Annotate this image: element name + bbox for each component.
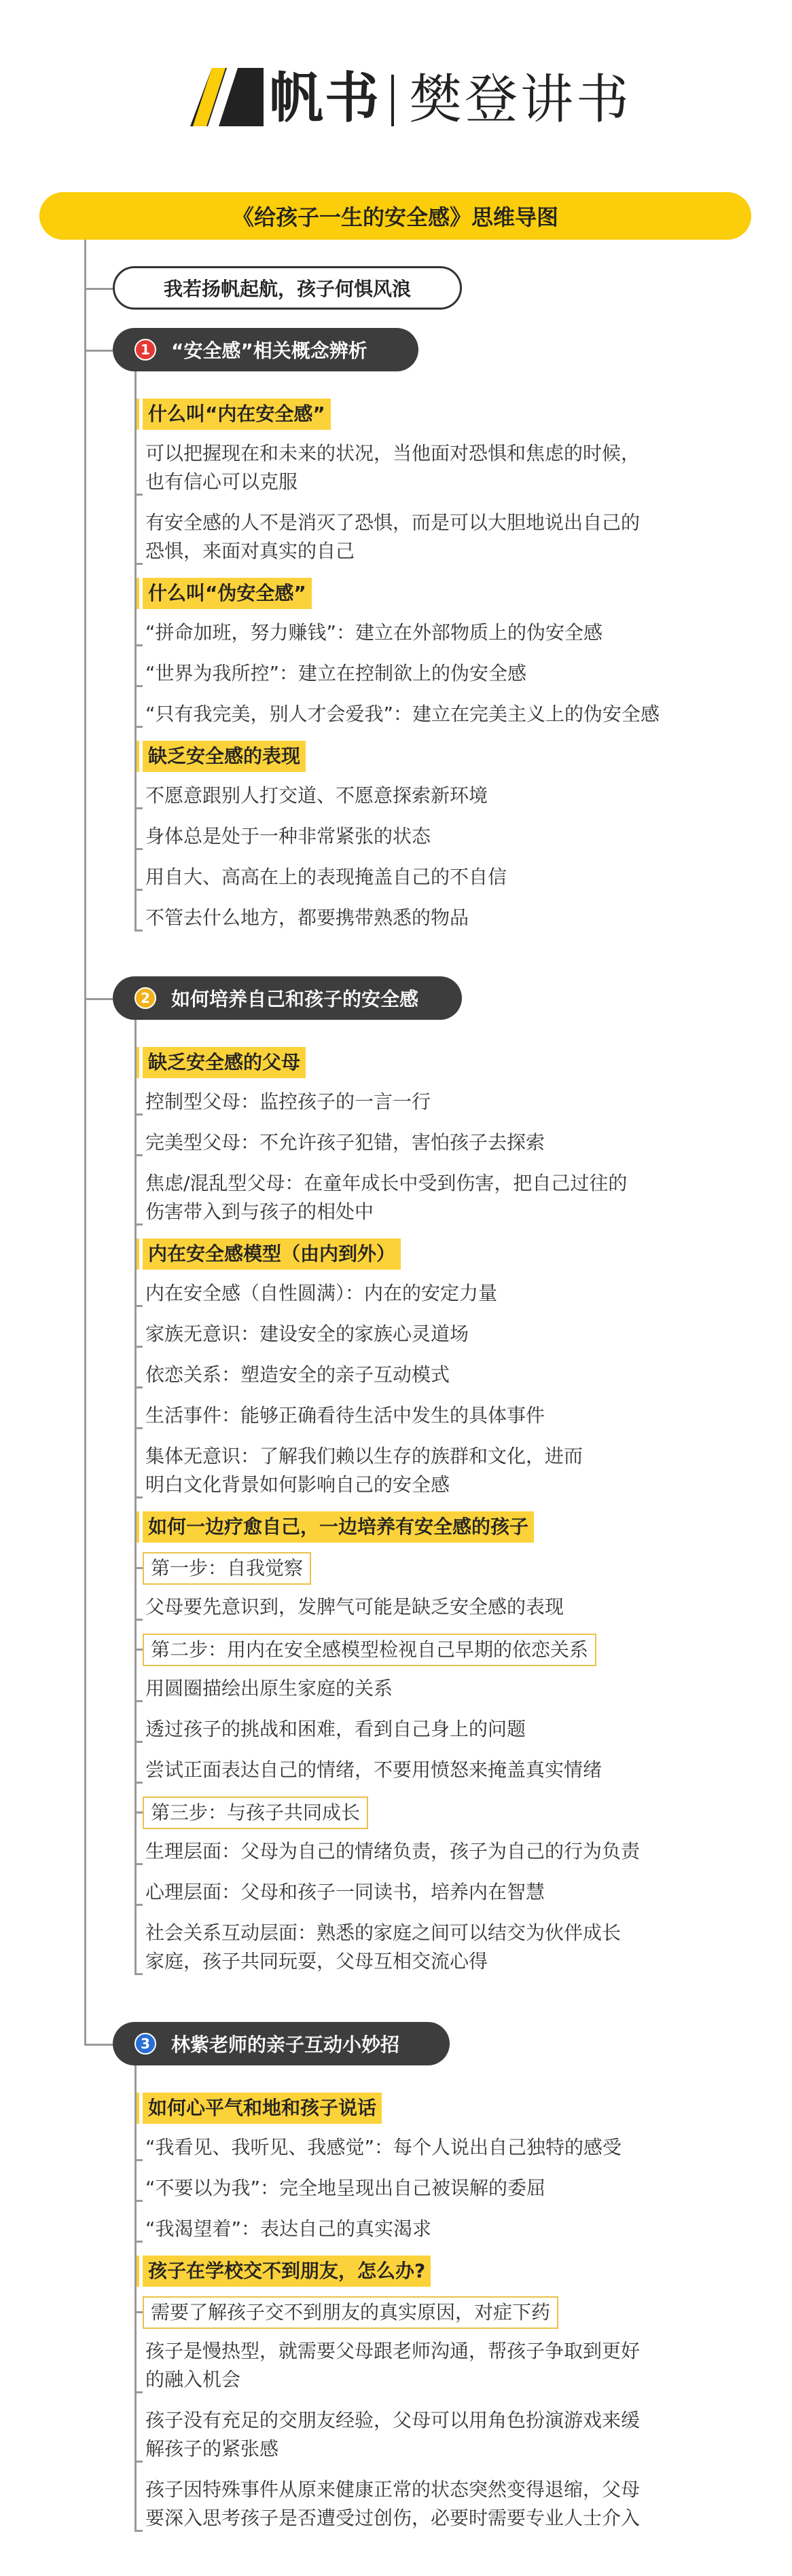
branch-heading: 什么叫“内在安全感” [143, 399, 331, 430]
tree-connector [84, 288, 113, 290]
branch-leaf [145, 439, 640, 496]
branch-heading: 缺乏安全感的父母 [143, 1047, 306, 1078]
leaf-line: 不管去什么地方，都要携带熟悉的物品 [145, 906, 469, 929]
branch-leaf [145, 619, 602, 647]
leaf-line: 也有信心可以克服 [145, 471, 298, 493]
leaf-line: 孩子没有充足的交朋友经验，父母可以用角色扮演游戏来缓 [145, 2409, 641, 2431]
leaf-line: 生活事件：能够正确看待生活中发生的具体事件 [145, 1404, 545, 1427]
leaf-line: “拼命加班，努力赚钱”：建立在外部物质上的伪安全感 [145, 621, 603, 644]
leaf-line: 内在安全感（自性圆满）：内在的安定力量 [145, 1282, 498, 1304]
leaf-line: 父母要先意识到，发脾气可能是缺乏安全感的表现 [145, 1596, 564, 1618]
branch-leaf [145, 659, 526, 688]
section-3-pill [113, 2022, 450, 2065]
branch-leaf [145, 1442, 583, 1499]
step-box: 第一步：自我觉察 [143, 1552, 311, 1585]
leaf-line: 要深入思考孩子是否遭受过创伤，必要时需要专业人士介入 [145, 2507, 641, 2529]
tree-connector [84, 288, 86, 2044]
page-title: 《给孩子一生的安全感》思维导图 [39, 192, 751, 240]
branch-leaf [145, 2133, 622, 2162]
leaf-line: 解孩子的紧张感 [145, 2437, 279, 2460]
branch-leaf [145, 1320, 469, 1348]
tree-connector [134, 2530, 143, 2532]
branch-leaf [145, 1756, 602, 1784]
leaf-line: 透过孩子的挑战和困难，看到自己身上的问题 [145, 1718, 526, 1740]
brand-name: 帆书 [269, 67, 380, 130]
branch-heading: 缺乏安全感的表现 [143, 741, 306, 772]
leaf-line: 生理层面：父母为自己的情绪负责，孩子为自己的行为负责 [145, 1840, 641, 1862]
step-box: 需要了解孩子交不到朋友的真实原因，对症下药 [143, 2296, 558, 2329]
branch-heading: 内在安全感模型（由内到外） [143, 1238, 401, 1270]
branch-leaf [145, 781, 488, 810]
branch-leaf [145, 1878, 545, 1907]
section-label: “安全感”相关概念辨析 [171, 339, 367, 362]
branch-leaf [145, 2406, 640, 2463]
leaf-line: 家庭，孩子共同玩耍，父母互相交流心得 [145, 1950, 488, 1972]
tree-connector [84, 240, 86, 289]
section-label: 林紫老师的亲子互动小妙招 [171, 2034, 400, 2056]
branch-leaf [145, 863, 507, 891]
branch-leaf [145, 1361, 450, 1389]
leaf-line: 集体无意识：了解我们赖以生存的族群和文化，进而 [145, 1445, 583, 1467]
leaf-line: 不愿意跟别人打交道、不愿意探索新环境 [145, 784, 488, 807]
section-number-badge: 2 [134, 987, 156, 1009]
leaf-line: 控制型父母：监控孩子的一言一行 [145, 1090, 431, 1113]
branch-leaf [145, 1169, 627, 1226]
branch-leaf [145, 2215, 431, 2243]
leaf-line: “世界为我所控”：建立在控制欲上的伪安全感 [145, 662, 527, 684]
branch-heading: 孩子在学校交不到朋友，怎么办? [143, 2256, 431, 2287]
subtitle-pill: 我若扬帆起航，孩子何惧风浪 [113, 266, 462, 310]
leaf-line: “只有我完美，别人才会爱我”：建立在完美主义上的伪安全感 [145, 703, 660, 725]
step-box: 第三步：与孩子共同成长 [143, 1797, 368, 1829]
leaf-line: 心理层面：父母和孩子一同读书，培养内在智慧 [145, 1881, 545, 1903]
branch-leaf [145, 1279, 497, 1308]
branch-leaf [145, 1593, 564, 1621]
branch-leaf [145, 904, 469, 932]
branch-leaf [145, 1837, 640, 1866]
branch-leaf [145, 1401, 545, 1430]
leaf-line: 可以把握现在和未来的状况，当他面对恐惧和焦虑的时候， [145, 442, 641, 464]
section-label: 如何培养自己和孩子的安全感 [171, 988, 419, 1010]
branch-leaf [145, 1919, 621, 1976]
leaf-line: 家族无意识：建设安全的家族心灵道场 [145, 1323, 469, 1345]
leaf-line: 完美型父母：不允许孩子犯错，害怕孩子去探索 [145, 1131, 545, 1154]
leaf-line: 伤害带入到与孩子的相处中 [145, 1200, 374, 1223]
branch-heading: 如何一边疗愈自己，一边培养有安全感的孩子 [143, 1511, 534, 1543]
leaf-line: 用圆圈描绘出原生家庭的关系 [145, 1677, 393, 1699]
branch-leaf [145, 1088, 431, 1116]
branch-heading: 什么叫“伪安全感” [143, 578, 312, 609]
leaf-line: “我看见、我听见、我感觉”：每个人说出自己独特的感受 [145, 2136, 622, 2158]
leaf-line: 身体总是处于一种非常紧张的状态 [145, 825, 431, 847]
leaf-line: 社会关系互动层面：熟悉的家庭之间可以结交为伙伴成长 [145, 1921, 622, 1944]
tree-connector [134, 1020, 137, 1973]
brand-divider [391, 75, 394, 126]
section-1-pill [113, 328, 418, 371]
branch-leaf [145, 2337, 640, 2394]
branch-leaf [145, 2476, 640, 2533]
tree-connector [134, 1973, 143, 1975]
section-number-badge: 3 [134, 2033, 156, 2055]
step-box: 第二步：用内在安全感模型检视自己早期的依恋关系 [143, 1634, 596, 1666]
branch-heading: 如何心平气和地和孩子说话 [143, 2093, 382, 2124]
branch-leaf [145, 700, 660, 729]
leaf-line: 孩子是慢热型，就需要父母跟老师沟通，帮孩子争取到更好 [145, 2340, 641, 2362]
leaf-line: 明白文化背景如何影响自己的安全感 [145, 1473, 450, 1496]
section-number-badge: 1 [134, 339, 156, 361]
leaf-line: 尝试正面表达自己的情绪，不要用愤怒来掩盖真实情绪 [145, 1759, 602, 1781]
branch-leaf [145, 1128, 545, 1157]
branch-leaf [145, 822, 431, 851]
branch-leaf [145, 1674, 393, 1703]
leaf-line: “不要以为我”：完全地呈现出自己被误解的委屈 [145, 2177, 546, 2199]
branch-leaf [145, 2174, 545, 2203]
leaf-line: 依恋关系：塑造安全的亲子互动模式 [145, 1363, 450, 1386]
fanshu-logo-icon [189, 67, 267, 128]
branch-leaf [145, 509, 640, 566]
tree-connector [84, 350, 113, 352]
leaf-line: 焦虑/混乱型父母：在童年成长中受到伤害，把自己过往的 [145, 1172, 628, 1194]
leaf-line: 孩子因特殊事件从原来健康正常的状态突然变得退缩，父母 [145, 2478, 641, 2501]
tree-connector [134, 371, 137, 930]
leaf-line: 有安全感的人不是消灭了恐惧，而是可以大胆地说出自己的 [145, 511, 641, 534]
tree-connector [84, 2044, 113, 2046]
tree-connector [134, 930, 143, 932]
leaf-line: 用自大、高高在上的表现掩盖自己的不自信 [145, 866, 507, 888]
tree-connector [134, 2065, 137, 2530]
branch-leaf [145, 1715, 526, 1744]
section-2-pill [113, 976, 462, 1020]
leaf-line: “我渴望着”：表达自己的真实渴求 [145, 2218, 432, 2240]
tree-connector [84, 998, 113, 1000]
leaf-line: 的融入机会 [145, 2368, 241, 2391]
leaf-line: 恐惧，来面对真实的自己 [145, 540, 355, 562]
brand-subtitle: 樊登讲书 [409, 69, 632, 130]
